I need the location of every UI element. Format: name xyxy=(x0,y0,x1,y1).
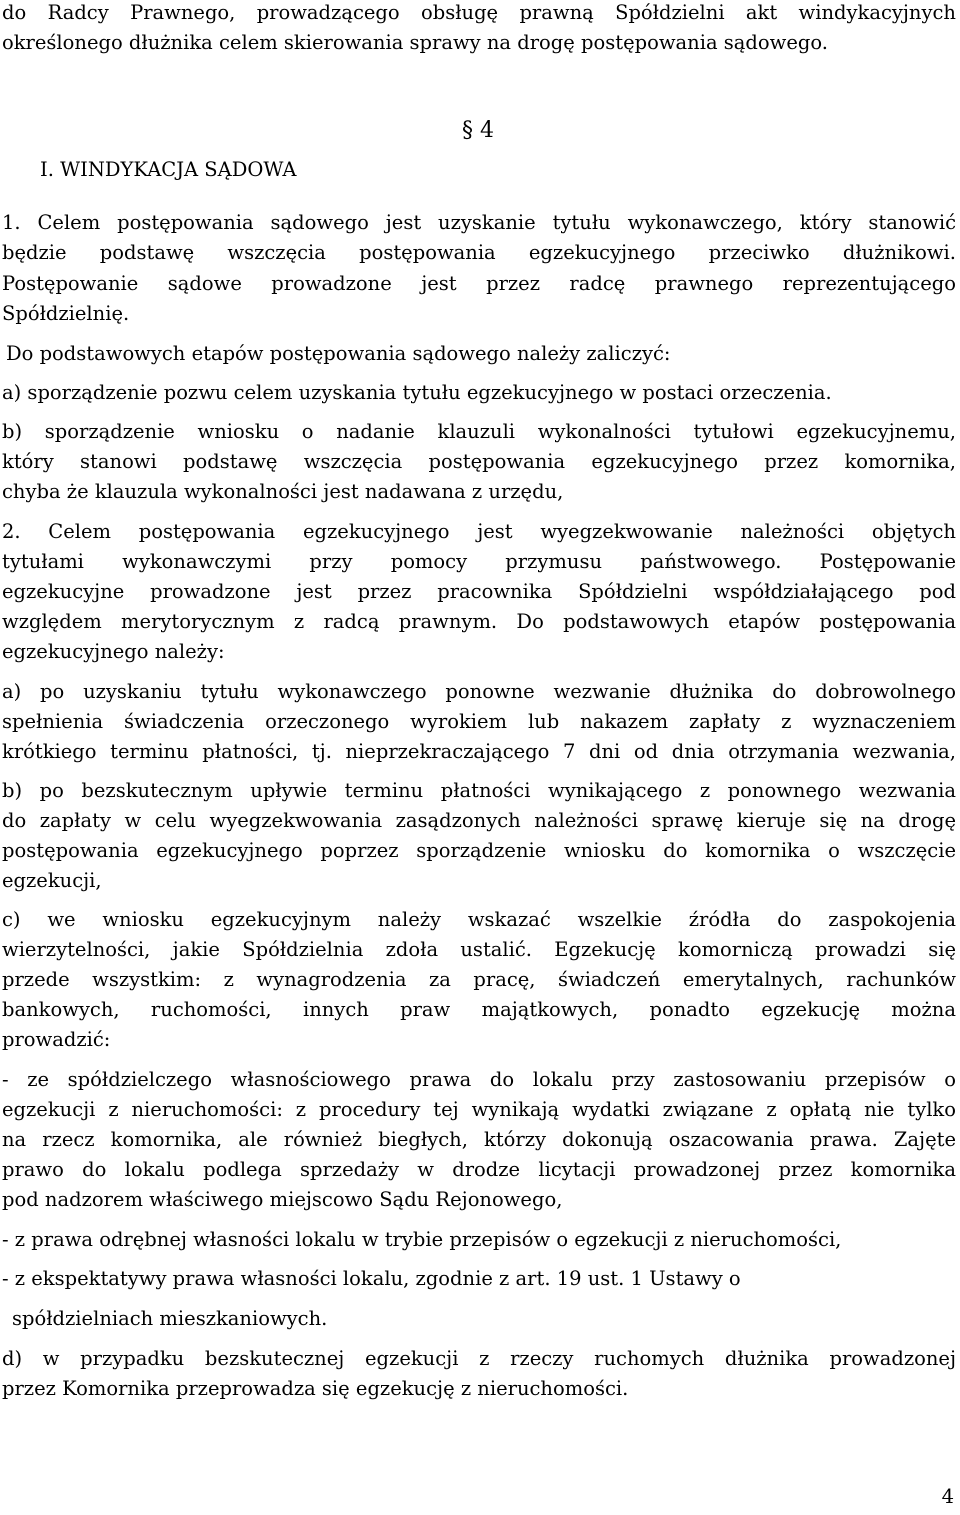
text-line: c) we wniosku egzekucyjnym należy wskazać wszelkie źródła do zaspokojenia xyxy=(2,908,956,931)
text-line: bankowych, ruchomości, innych praw majątkowych, ponadto egzekucję można xyxy=(2,998,956,1021)
text-line: spełnienia świadczenia orzeczonego wyrokiem lub nakazem zapłaty z wyznaczeniem xyxy=(2,710,956,733)
text-line: Do podstawowych etapów postępowania sądowego należy zaliczyć: xyxy=(6,342,671,365)
text-line: prawo do lokalu podlega sprzedaży w drodze licytacji prowadzonej przez komornika xyxy=(2,1158,956,1181)
text-line: egzekucji z nieruchomości: z procedury tej wynikają wydatki związane z opłatą nie tylko xyxy=(2,1098,956,1121)
text-line: - z ekspektatywy prawa własności lokalu, zgodnie z art. 19 ust. 1 Ustawy o xyxy=(2,1267,741,1290)
text-line: prowadzić: xyxy=(2,1028,111,1051)
text-line: do Radcy Prawnego, prowadzącego obsługę prawną Spółdzielni akt windykacyjnych xyxy=(2,1,956,24)
text-line: krótkiego terminu płatności, tj. nieprzekraczającego 7 dni od dnia otrzymania wezwania, xyxy=(2,740,956,763)
section-heading: I. WINDYKACJA SĄDOWA xyxy=(40,158,297,181)
text-line: chyba że klauzula wykonalności jest nadawana z urzędu, xyxy=(2,480,564,503)
page-number: 4 xyxy=(941,1485,954,1508)
text-line: pod nadzorem właściwego miejscowo Sądu Rejonowego, xyxy=(2,1188,563,1211)
text-line: na rzecz komornika, ale również biegłych, którzy dokonują oszacowania prawa. Zajęte xyxy=(2,1128,956,1151)
section-mark: § 4 xyxy=(462,118,494,143)
text-line: - z prawa odrębnej własności lokalu w trybie przepisów o egzekucji z nieruchomości, xyxy=(2,1228,842,1251)
text-line: a) po uzyskaniu tytułu wykonawczego ponowne wezwanie dłużnika do dobrowolnego xyxy=(2,680,956,703)
text-line: b) sporządzenie wniosku o nadanie klauzuli wykonalności tytułowi egzekucyjnemu, xyxy=(2,420,956,443)
text-line: określonego dłużnika celem skierowania sprawy na drogę postępowania sądowego. xyxy=(2,31,828,54)
text-line: przez Komornika przeprowadza się egzekucję z nieruchomości. xyxy=(2,1377,629,1400)
text-line: tytułami wykonawczymi przy pomocy przymusu państwowego. Postępowanie xyxy=(2,550,956,573)
text-line: będzie podstawę wszczęcia postępowania egzekucyjnego przeciwko dłużnikowi. xyxy=(2,241,956,264)
text-line: Spółdzielnię. xyxy=(2,302,130,325)
text-line: a) sporządzenie pozwu celem uzyskania tytułu egzekucyjnego w postaci orzeczenia. xyxy=(2,381,832,404)
text-line: egzekucyjne prowadzone jest przez pracownika Spółdzielni współdziałającego pod xyxy=(2,580,956,603)
text-line: postępowania egzekucyjnego poprzez sporządzenie wniosku do komornika o wszczęcie xyxy=(2,839,956,862)
text-line: d) w przypadku bezskutecznej egzekucji z rzeczy ruchomych dłużnika prowadzonej xyxy=(2,1347,956,1370)
text-line: egzekucyjnego należy: xyxy=(2,640,225,663)
text-line: wierzytelności, jakie Spółdzielnia zdoła ustalić. Egzekucję komorniczą prowadzi się xyxy=(2,938,956,961)
text-line: spółdzielniach mieszkaniowych. xyxy=(12,1307,328,1330)
text-line: do zapłaty w celu wyegzekwowania zasądzonych należności sprawę kieruje się na drogę xyxy=(2,809,956,832)
text-line: przede wszystkim: z wynagrodzenia za pracę, świadczeń emerytalnych, rachunków xyxy=(2,968,956,991)
text-line: 2. Celem postępowania egzekucyjnego jest wyegzekwowanie należności objętych xyxy=(2,520,956,543)
text-line: Postępowanie sądowe prowadzone jest przez radcę prawnego reprezentującego xyxy=(2,272,956,295)
text-line: 1. Celem postępowania sądowego jest uzyskanie tytułu wykonawczego, który stanowić xyxy=(2,211,956,234)
text-line: - ze spółdzielczego własnościowego prawa do lokalu przy zastosowaniu przepisów o xyxy=(2,1068,956,1091)
text-line: b) po bezskutecznym upływie terminu płatności wynikającego z ponownego wezwania xyxy=(2,779,956,802)
text-line: względem merytorycznym z radcą prawnym. Do podstawowych etapów postępowania xyxy=(2,610,956,633)
text-line: egzekucji, xyxy=(2,869,102,892)
text-line: który stanowi podstawę wszczęcia postępowania egzekucyjnego przez komornika, xyxy=(2,450,956,473)
